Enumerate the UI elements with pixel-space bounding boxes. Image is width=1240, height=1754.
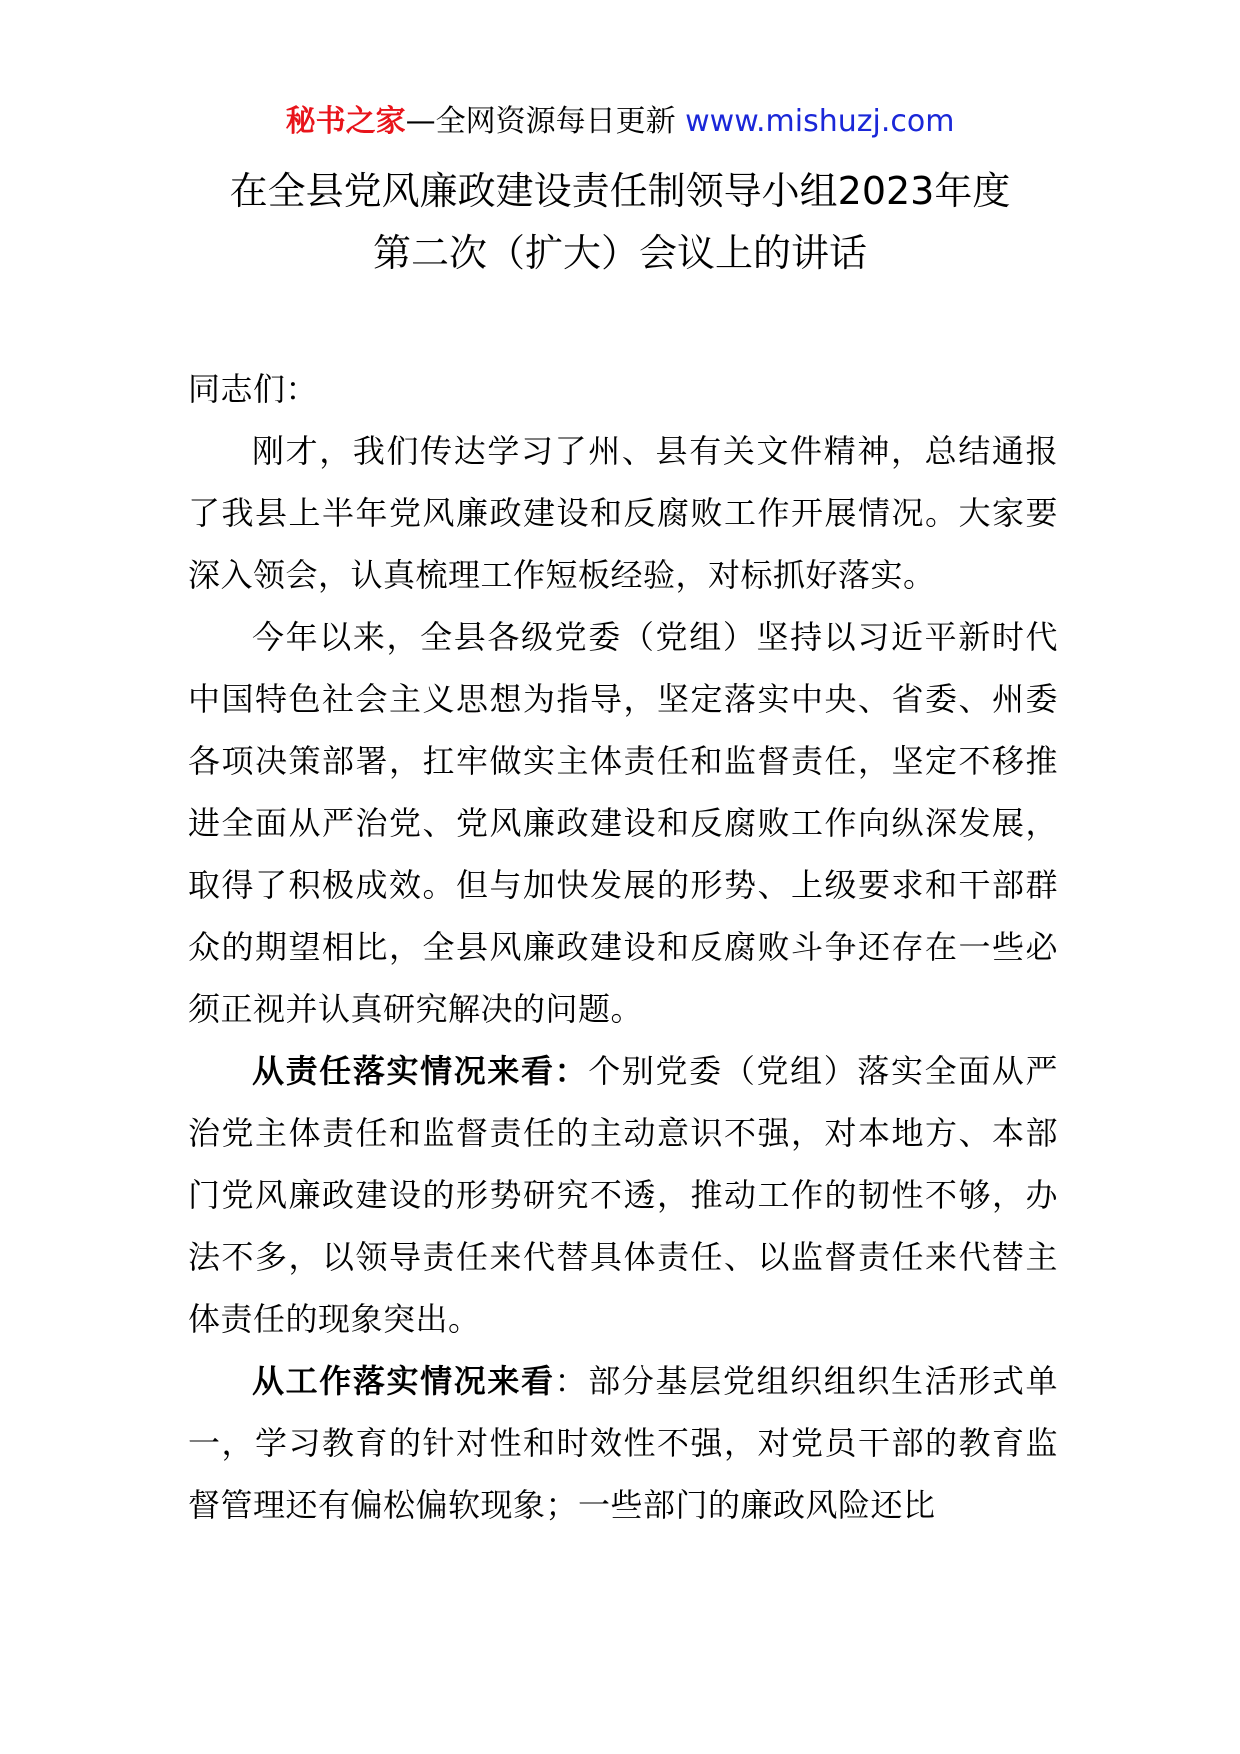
- salutation: 同志们：: [188, 370, 319, 408]
- paragraph-4-lead: 从工作落实情况来看: [252, 1362, 555, 1400]
- paragraph-2: [188, 606, 1058, 1040]
- brand-name: 秘书之家: [285, 104, 406, 139]
- document-body: [188, 358, 1058, 1536]
- paragraph-1-text: 刚才，我们传达学习了州、县有关文件精神，总结通报了我县上半年党风廉政建设和反腐败工作开展情况。大家要深入领会，认真梳理工作短板经验，对标抓好落实。: [188, 432, 1058, 594]
- site-tagline: —全网资源每日更新: [405, 104, 676, 139]
- paragraph-2-text: 今年以来，全县各级党委（党组）坚持以习近平新时代中国特色社会主义思想为指导，坚定落实中央、省委、州委各项决策部署，扛牢做实主体责任和监督责任，坚定不移推进全面从严治党、党风廉政建设和反腐败工作向纵深发展，取得了积极成效。但与加快发展的形势、上级要求和干部群众的期望相比，全县风廉政建设和反腐败斗争还存在一些必须正视并认真研究解决的问题。: [188, 618, 1058, 1028]
- paragraph-3: [188, 1040, 1058, 1350]
- paragraph-3-text: 个别党委（党组）落实全面从严治党主体责任和监督责任的主动意识不强，对本地方、本部门党风廉政建设的形势研究不透，推动工作的韧性不够，办法不多，以领导责任来代替具体责任、以监督责任来代替主体责任的现象突出。: [188, 1052, 1058, 1338]
- paragraph-1: [188, 420, 1058, 606]
- document-title: [100, 160, 1140, 284]
- title-line-1: 在全县党风廉政建设责任制领导小组2023年度: [229, 169, 1011, 213]
- paragraph-4-text: ：部分基层党组织组织生活形式单一，学习教育的针对性和时效性不强，对党员干部的教育监督管理还有偏松偏软现象；一些部门的廉政风险还比: [188, 1362, 1058, 1524]
- site-header: [0, 100, 1240, 144]
- paragraph-4: [188, 1350, 1058, 1536]
- site-url-link[interactable]: www.mishuzj.com: [685, 104, 955, 139]
- paragraph-3-lead: 从责任落实情况来看：: [252, 1052, 589, 1090]
- title-line-2: 第二次（扩大）会议上的讲话: [372, 231, 867, 275]
